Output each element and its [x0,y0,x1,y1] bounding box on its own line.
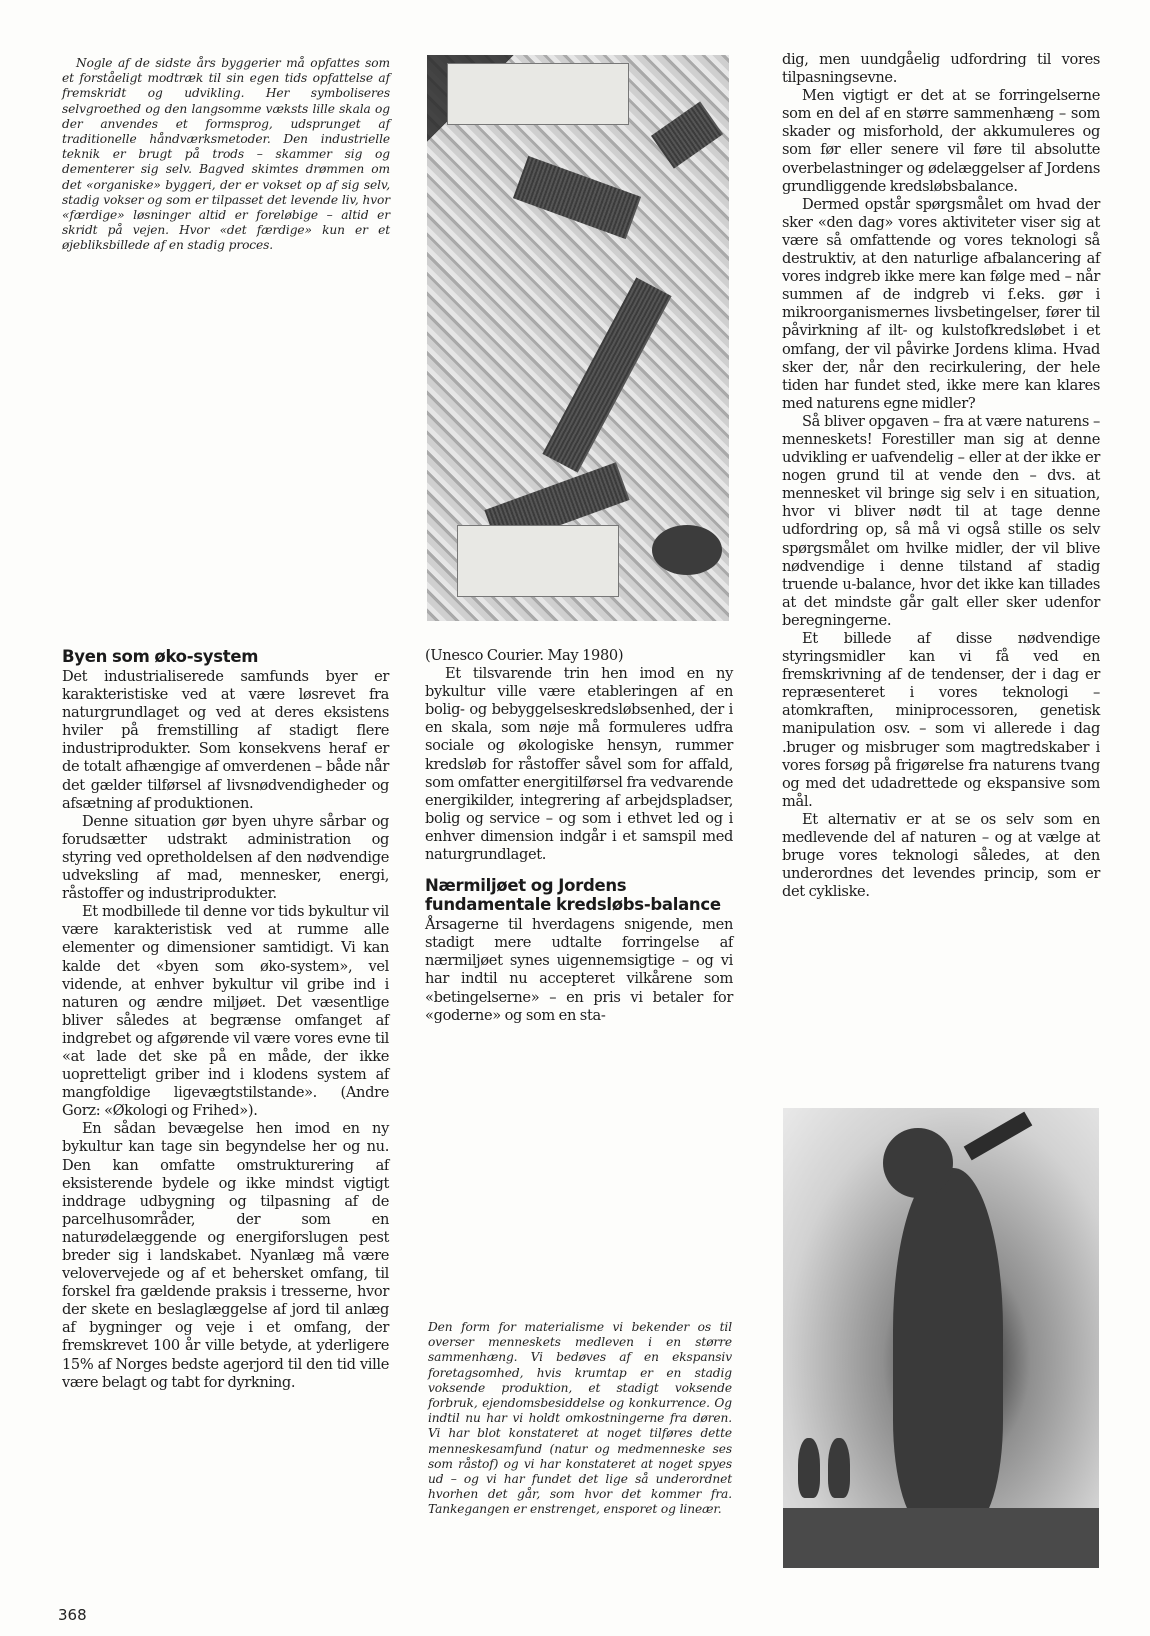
paragraph: Et alternativ er at se os selv som en medlevende del af naturen – og at vælge at bruge vores teknologi således, at den underordnes det levendes princip, som er det cykliske. [782,810,1100,901]
caption-materialism-text: Den form for materialisme vi bekender os til overser menneskets medleven i en større sammenhæng. Vi bedøves af en ekspansiv foretagsomhed, hvis krumtap er en stadig voksende produktion, et stadigt voksende forbruk, ejendomsbesiddelse og konkurrence. Og indtil nu har vi holdt omkostningerne fra døren. Vi har blot konstateret at noget tilføres dette menneskesamfund (natur og medmenneske ses som råstof) og vi har konstateret at noget spyes ud – og vi har fundet det lige så underordnet hvorhen det går, som hvor det kommer fra. Tankegangen er enstrenget, ensporet og lineær. [428,1320,732,1517]
article-column-middle [425,647,733,1025]
building-wall [447,63,629,125]
bottle [964,1112,1033,1161]
building-roof [513,156,641,239]
article-column-right [782,51,1100,901]
building-wall [457,525,619,597]
paragraph: Men vigtigt er det at se forringelserne som en del af en større sammenhæng – som skader og misforhold, der akkumuleres og som før eller senere vil føre til absolutte overbelastninger og ødelæggelser af Jordens grundliggende kredsløbsbalance. [782,87,1100,195]
village-illustration [427,55,729,621]
small-figure [798,1438,820,1498]
paragraph: Et billede af disse nødvendige styringsmidler kan vi få ved en fremskrivning af de tendenser, der i dag er repræsenteret i vores teknologi – atomkraften, miniprocessoren, genetisk manipulation osv. – som vi allerede i dag .bruger og misbruger som magtredskaber i vores forsøg på frigørelse fra naturens tvang og med det udadrettede og ekspansive som mål. [782,630,1100,810]
building-roof [542,277,671,472]
section-heading-naermiljoet [425,876,733,914]
paragraph: Et tilsvarende trin hen imod en ny bykultur ville være etableringen af en bolig- og bebyggelseskredsløbsenhed, der i en skala, som nøje må formuleres udfra sociale og økologiske hensyn, rummer kredsløb for råstoffer såvel som for affald, som omfatter energitilførsel fra vedvarende energikilder, integrering af arbejdspladser, bolig og service – og som i ethvet led og i enhver dimension indgår i et samspil med naturgrundlaget. [425,665,733,864]
paragraph: Årsagerne til hverdagens snigende, men stadigt mere udtalte forringelse af nærmiljøet synes uigennemsigtige – og vi har indtil nu accepteret vilkårene som «betingelserne» – en pris vi betaler for «goderne» og som en sta- [425,916,733,1024]
caption-village [62,56,390,254]
article-column-left [62,647,389,1392]
section-heading-byen: Byen som øko-system [62,647,259,666]
heading-line-2: fundamentale kredsløbs-balance [425,895,721,915]
paragraph: Så bliver opgaven – fra at være naturens – menneskets! Forestiller man sig at denne udvikling er uafvendelig – eller at der ikke er nogen grund til at vende den – dvs. at mennesket vil bringe sig selv i en situation, hvor vi bliver nødt til at tage denne udfordring op, så må vi også stille os selv spørgsmålet om hvilke midler, der vil blive nødvendige i denne tilstand af stadig truende u-balance, hvor det ikke kan tillades at det mindste går galt eller sker udenfor beregningerne. [782,412,1100,629]
figure-body [893,1168,1003,1528]
building-roof [651,101,723,168]
man-drinking-illustration [783,1108,1099,1568]
ground [783,1508,1099,1568]
paragraph: Dermed opstår spørgsmålet om hvad der sker «den dag» vores aktiviteter viser sig at være så omfattende og vores teknologi så destruktiv, at den naturlige afbalancering af vores indgreb ikke mere kan følge med – når summen af de indgreb vi f.eks. gør i mikroorganismernes livsbetingelser, fører til påvirkning af ilt- og kulstofkredsløbet i et omfang, der vil påvirke Jordens klima. Hvad sker der, når den recirkulering, der hele tiden har fundet sted, ikke mere kan klares med naturens egne midler? [782,195,1100,412]
caption-village-text: Nogle af de sidste års byggerier må opfattes som et forståeligt modtræk til sin egen tids opfattelse af fremskridt og udvikling. Her symboliseres selvgroethed og den langsomme væksts lille skala og der anvendes et formsprog, udsprunget af traditionelle håndværksmetoder. Den industrielle teknik er brugt på trods – skammer sig og dementerer sig selv. Bagved skimtes drømmen om det «organiske» byggeri, der er vokset op af sig selv, stadig vokser og som er tilpasset det levende liv, hvor «færdige» løsninger altid er foreløbige – altid er skridt på vejen. Hvor «det færdige» kun er et øjebliksbillede af en stadig proces. [62,56,390,253]
paragraph: Et modbillede til denne vor tids bykultur vil være karakteristisk ved at rumme alle elementer og dimensioner samtidigt. Vi kan kalde det «byen som øko-system», vel vidende, at enhver bykultur vil gribe ind i naturen og ændre miljøet. Det væsentlige bliver således at begrænse omfanget af indgrebet og afgørende vil være vores evne til «at lade det ske på en måde, der ikke uopretteligt griber ind i klodens system af mangfoldige ligevægtstilstande». (Andre Gorz: «Økologi og Frihed»). [62,903,389,1120]
paragraph: Denne situation gør byen uhyre sårbar og forudsætter udstrakt administration og styring ved opretholdelsen af den nødvendige udveksling af mad, mennesker, energi, råstoffer og industriprodukter. [62,812,389,903]
figure-head [883,1128,953,1198]
caption-materialism [428,1320,732,1518]
tree [652,525,722,575]
page-number: 368 [58,1606,87,1624]
heading-line-1: Nærmiljøet og Jordens [425,876,627,896]
paragraph: dig, men uundgåelig udfordring til vores tilpasningsevne. [782,51,1100,87]
paragraph: Det industrialiserede samfunds byer er karakteristiske ved at være løsrevet fra naturgrundlaget og ved at deres eksistens hviler på fremstilling af stadigt flere industriprodukter. Som konsekvens heraf er de totalt afhængige af omverdenen – både når det gælder tilførsel af livsnødvendigheder og afsætning af produktionen. [62,668,389,812]
small-figure [828,1438,850,1498]
paragraph: En sådan bevægelse hen imod en ny bykultur kan tage sin begyndelse her og nu. Den kan omfatte omstrukturering af eksisterende bydele og ikke mindst vigtigt inddrage udbygning og tilpasning af de parcelhusområder, der som en naturødelæggende og energiforslugen pest breder sig i landskabet. Nyanlæg må være velovervejede og af et behersket omfang, til forskel fra gældende praksis i tresserne, hvor der skete en beslaglæggelse af jord til anlæg af bygninger og veje i et omfang, der fremskrevet 100 år ville betyde, at yderligere 15% af Norges bedste agerjord til den tid ville være belagt og tabt for dyrkning. [62,1120,389,1391]
figure-credit: (Unesco Courier. May 1980) [425,647,624,664]
